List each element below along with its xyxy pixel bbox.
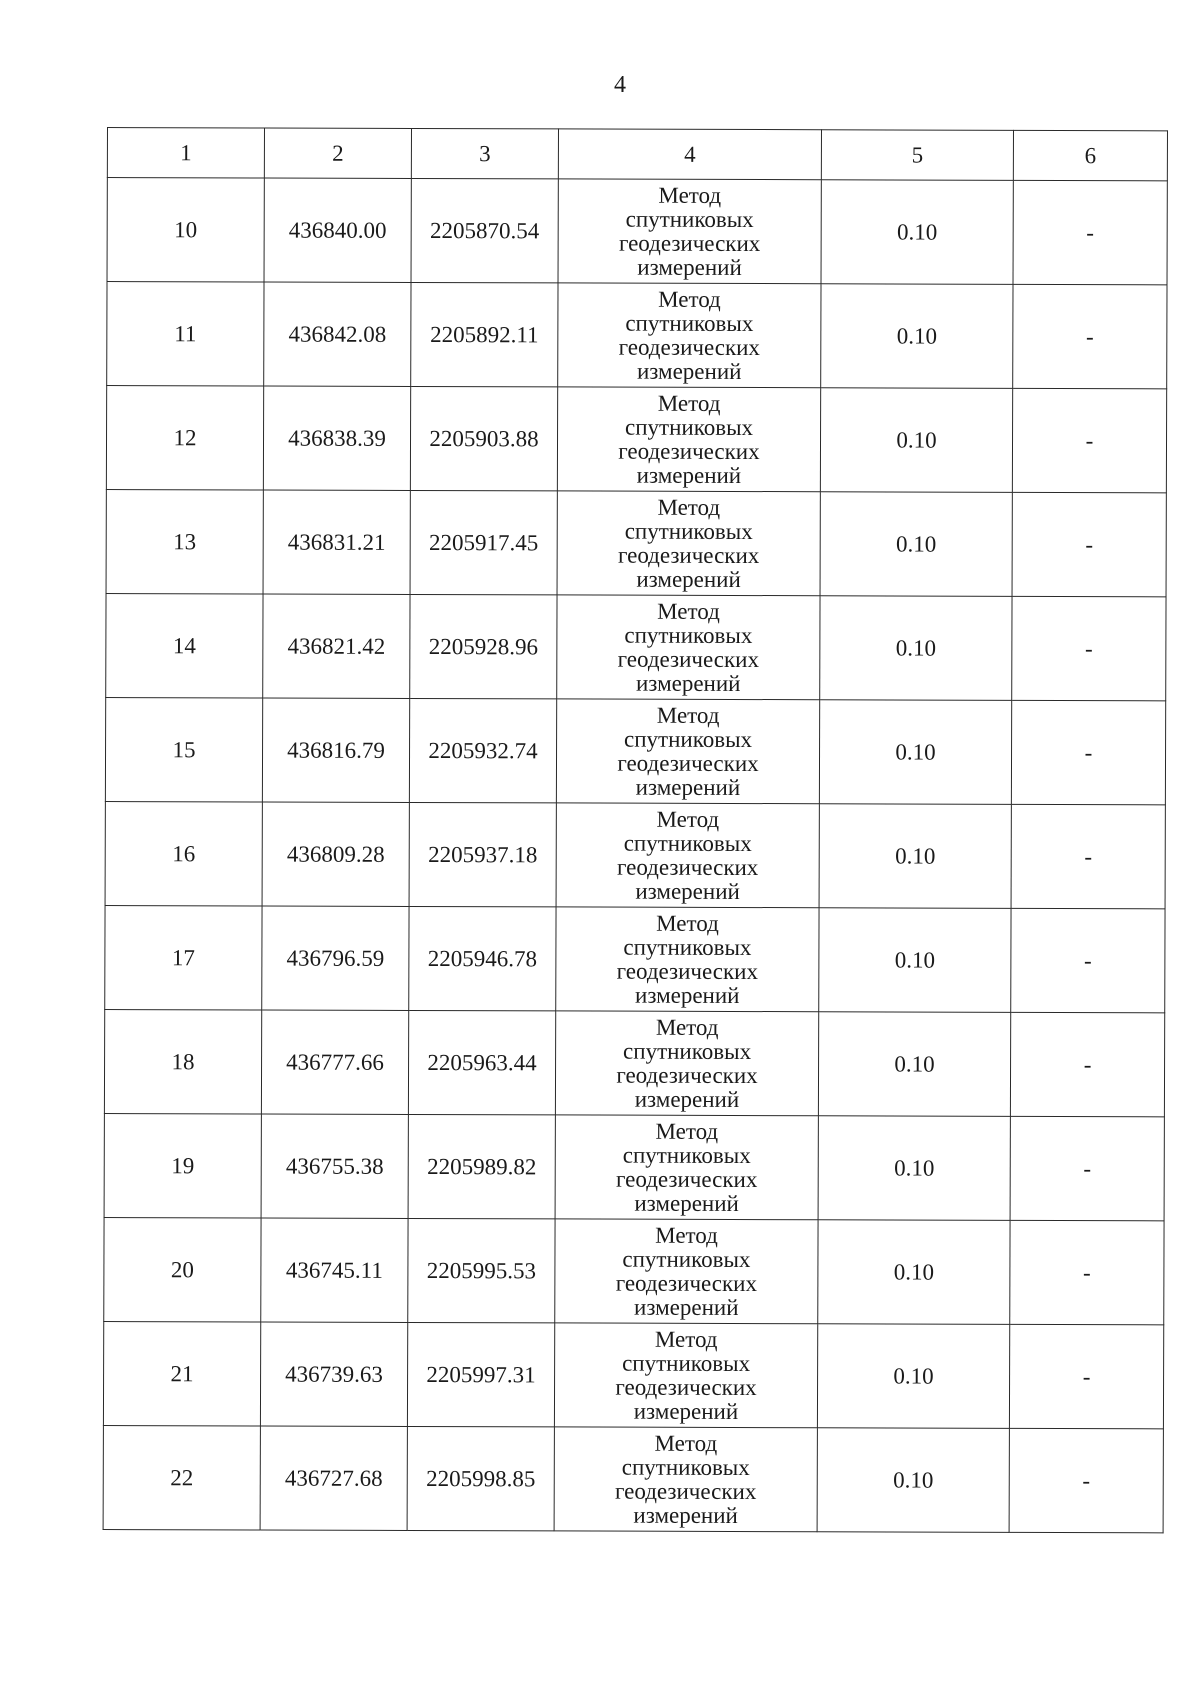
method-line: Метод	[654, 1430, 718, 1456]
method-cell	[558, 179, 821, 284]
y-coordinate-cell: 2205928.96	[410, 594, 557, 698]
method-line: измерений	[635, 670, 741, 696]
x-coordinate-cell: 436842.08	[264, 282, 411, 386]
method-cell	[555, 1115, 818, 1220]
y-coordinate-cell: 2205963.44	[408, 1010, 555, 1114]
y-coordinate-cell: 2205903.88	[410, 386, 557, 490]
x-coordinate-cell: 436755.38	[261, 1114, 408, 1218]
method-line: измерений	[634, 1086, 740, 1112]
x-coordinate-cell: 436821.42	[263, 594, 410, 698]
method-line: Метод	[655, 1222, 718, 1248]
method-cell	[556, 803, 819, 908]
x-coordinate-cell: 436727.68	[260, 1426, 407, 1530]
method-line: измерений	[635, 878, 740, 904]
method-line: спутниковых	[625, 310, 754, 336]
method-line: геодезических	[617, 542, 760, 568]
method-cell	[556, 907, 819, 1012]
coordinates-table	[103, 127, 1168, 1533]
y-coordinate-cell: 2205870.54	[411, 178, 558, 282]
note-cell: -	[1009, 1428, 1163, 1532]
page-number: 4	[614, 72, 626, 98]
accuracy-cell: 0.10	[820, 388, 1012, 493]
column-header: 5	[821, 130, 1013, 181]
column-header: 4	[558, 129, 821, 180]
method-cell	[556, 699, 819, 804]
method-cell	[558, 283, 821, 388]
x-coordinate-cell: 436796.59	[262, 906, 409, 1010]
table-row	[104, 1217, 1164, 1324]
table-row	[103, 1321, 1163, 1428]
note-cell: -	[1013, 180, 1167, 284]
method-line: геодезических	[615, 1270, 758, 1296]
method-cell	[557, 595, 820, 700]
accuracy-cell: 0.10	[820, 492, 1012, 597]
x-coordinate-cell: 436838.39	[263, 386, 410, 490]
method-line: Метод	[656, 806, 720, 832]
table-row	[106, 386, 1166, 493]
method-line: геодезических	[616, 1062, 758, 1088]
note-cell: -	[1012, 492, 1166, 596]
y-coordinate-cell: 2205892.11	[411, 282, 558, 386]
method-line: измерений	[634, 1294, 739, 1320]
method-line: спутниковых	[622, 1246, 751, 1272]
note-cell: -	[1011, 908, 1165, 1012]
method-line: спутниковых	[622, 1142, 751, 1168]
note-cell: -	[1009, 1324, 1163, 1428]
method-line: спутниковых	[623, 934, 752, 960]
column-header: 2	[264, 128, 411, 178]
note-cell: -	[1010, 1220, 1164, 1324]
accuracy-cell: 0.10	[818, 1012, 1010, 1117]
method-cell	[555, 1219, 818, 1324]
point-number-cell: 21	[103, 1321, 260, 1425]
accuracy-cell: 0.10	[818, 1220, 1010, 1325]
method-line: спутниковых	[624, 518, 753, 544]
note-cell: -	[1011, 804, 1165, 908]
method-line: спутниковых	[622, 1350, 751, 1376]
method-line: спутниковых	[624, 622, 753, 648]
point-number-cell: 15	[105, 697, 262, 801]
table-row	[103, 1425, 1163, 1532]
column-header: 6	[1013, 130, 1167, 180]
accuracy-cell: 0.10	[818, 1116, 1010, 1221]
table-body	[103, 178, 1167, 1533]
point-number-cell: 19	[104, 1113, 261, 1217]
method-line: спутниковых	[623, 1038, 752, 1064]
accuracy-cell: 0.10	[819, 804, 1011, 909]
method-line: измерений	[636, 462, 742, 488]
method-line: измерений	[635, 982, 740, 1008]
point-number-cell: 13	[106, 489, 263, 593]
method-line: измерений	[634, 1190, 739, 1216]
accuracy-cell: 0.10	[820, 596, 1012, 701]
point-number-cell: 14	[106, 593, 263, 697]
method-line: Метод	[657, 390, 721, 416]
method-line: спутниковых	[625, 414, 754, 440]
method-line: геодезических	[618, 438, 760, 464]
x-coordinate-cell: 436739.63	[260, 1322, 407, 1426]
table-row	[104, 1113, 1164, 1220]
table-row	[104, 1009, 1164, 1116]
accuracy-cell: 0.10	[819, 700, 1011, 805]
table-row	[107, 178, 1167, 285]
point-number-cell: 10	[107, 178, 264, 282]
table-header-row	[107, 128, 1167, 181]
point-number-cell: 22	[103, 1425, 260, 1529]
y-coordinate-cell: 2205989.82	[408, 1114, 555, 1218]
method-line: измерений	[633, 1398, 739, 1424]
note-cell: -	[1012, 388, 1166, 492]
method-line: геодезических	[616, 1166, 758, 1192]
method-line: спутниковых	[623, 830, 752, 856]
method-line: геодезических	[618, 230, 761, 256]
x-coordinate-cell: 436840.00	[264, 178, 411, 282]
method-cell	[555, 1011, 818, 1116]
method-line: Метод	[658, 182, 722, 208]
accuracy-cell: 0.10	[817, 1324, 1009, 1429]
method-line: геодезических	[616, 958, 759, 984]
y-coordinate-cell: 2205995.53	[408, 1218, 555, 1322]
x-coordinate-cell: 436816.79	[262, 698, 409, 802]
point-number-cell: 12	[106, 386, 263, 490]
y-coordinate-cell: 2205917.45	[410, 490, 557, 594]
method-line: геодезических	[616, 854, 759, 880]
note-cell: -	[1013, 284, 1167, 388]
method-cell	[557, 387, 820, 492]
method-line: измерений	[636, 358, 742, 384]
method-line: спутниковых	[625, 206, 754, 232]
method-line: Метод	[655, 1014, 719, 1040]
method-line: спутниковых	[621, 1454, 750, 1480]
method-line: геодезических	[615, 1374, 757, 1400]
table-row	[106, 489, 1166, 596]
column-header: 1	[107, 128, 264, 178]
y-coordinate-cell: 2205998.85	[407, 1426, 554, 1530]
table-row	[107, 282, 1167, 389]
method-line: Метод	[657, 494, 721, 520]
accuracy-cell: 0.10	[817, 1428, 1009, 1533]
method-line: Метод	[656, 910, 719, 936]
table-row	[106, 593, 1166, 700]
accuracy-cell: 0.10	[819, 908, 1011, 1013]
method-cell	[557, 491, 820, 596]
method-line: Метод	[657, 598, 720, 624]
method-line: измерений	[633, 1502, 738, 1528]
method-line: спутниковых	[624, 726, 753, 752]
method-line: Метод	[658, 286, 721, 312]
table-row	[105, 697, 1165, 804]
y-coordinate-cell: 2205997.31	[407, 1322, 554, 1426]
method-line: Метод	[655, 1118, 719, 1144]
y-coordinate-cell: 2205932.74	[409, 698, 556, 802]
method-cell	[554, 1427, 817, 1532]
column-header: 3	[411, 128, 558, 178]
y-coordinate-cell: 2205946.78	[409, 906, 556, 1010]
x-coordinate-cell: 436831.21	[263, 490, 410, 594]
note-cell: -	[1011, 700, 1165, 804]
x-coordinate-cell: 436777.66	[261, 1010, 408, 1114]
y-coordinate-cell: 2205937.18	[409, 802, 556, 906]
method-line: геодезических	[618, 334, 761, 360]
accuracy-cell: 0.10	[821, 284, 1013, 389]
table-row	[105, 801, 1165, 908]
point-number-cell: 16	[105, 801, 262, 905]
point-number-cell: 17	[105, 905, 262, 1009]
note-cell: -	[1010, 1116, 1164, 1220]
point-number-cell: 11	[107, 282, 264, 386]
method-line: измерений	[636, 566, 741, 592]
method-line: геодезических	[617, 750, 759, 776]
x-coordinate-cell: 436745.11	[261, 1218, 408, 1322]
x-coordinate-cell: 436809.28	[262, 802, 409, 906]
method-cell	[554, 1323, 817, 1428]
point-number-cell: 20	[104, 1217, 261, 1321]
method-line: Метод	[654, 1326, 718, 1352]
method-line: геодезических	[617, 646, 760, 672]
method-line: измерений	[637, 254, 742, 280]
table-row	[105, 905, 1165, 1012]
method-line: Метод	[656, 702, 720, 728]
method-line: геодезических	[615, 1478, 757, 1504]
note-cell: -	[1010, 1012, 1164, 1116]
method-line: измерений	[635, 774, 741, 800]
note-cell: -	[1012, 596, 1166, 700]
point-number-cell: 18	[104, 1009, 261, 1113]
accuracy-cell: 0.10	[821, 180, 1013, 285]
